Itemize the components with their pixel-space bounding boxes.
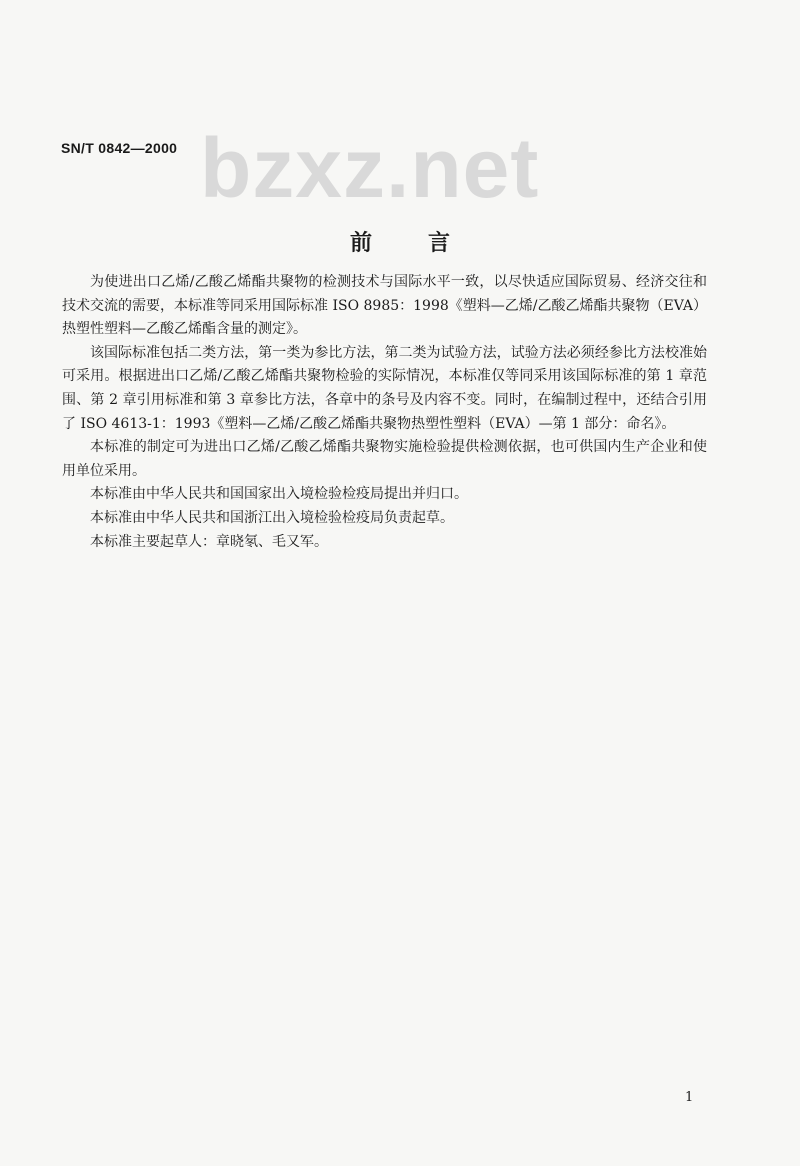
watermark-logo: bzxz.net [200,121,540,215]
paragraph: 本标准由中华人民共和国浙江出入境检验检疫局负责起草。 [90,509,454,526]
paragraph: 该国际标准包括二类方法，第一类为参比方法，第二类为试验方法，试验方法必须经参比方法校准始可采用。根据进出口乙烯/乙酸乙烯酯共聚物检验的实际情况，本标准仅等同采用该国际标准的第 1 章范围、第 2 章引用标准和第 3 章参比方法，各章中的条号及内容不变。同时，在编制过程中，还结合引用了 ISO 4613-1：1993《塑料—乙烯/乙酸乙烯酯共聚物热塑性塑料（EVA）—第 1 部分：命名》。 [62,344,707,432]
paragraph: 本标准的制定可为进出口乙烯/乙酸乙烯酯共聚物实施检验提供检测依据，也可供国内生产企业和使用单位采用。 [62,439,707,479]
standard-code: SN/T 0842—2000 [61,140,178,156]
page-title [0,226,800,257]
paragraph: 为使进出口乙烯/乙酸乙烯酯共聚物的检测技术与国际水平一致，以尽快适应国际贸易、经济交往和技术交流的需要，本标准等同采用国际标准 ISO 8985：1998《塑料—乙烯/乙酸乙烯酯共聚物（EVA）热塑性塑料—乙酸乙烯酯含量的测定》。 [62,274,707,338]
paragraph: 本标准由中华人民共和国国家出入境检验检疫局提出并归口。 [90,486,468,503]
page-number: 1 [685,1090,694,1105]
paragraph: 本标准主要起草人：章晓氡、毛又军。 [90,533,328,550]
title-char-2: 言 [428,231,451,256]
title-char-1: 前 [349,231,372,256]
preface-body [62,271,707,554]
